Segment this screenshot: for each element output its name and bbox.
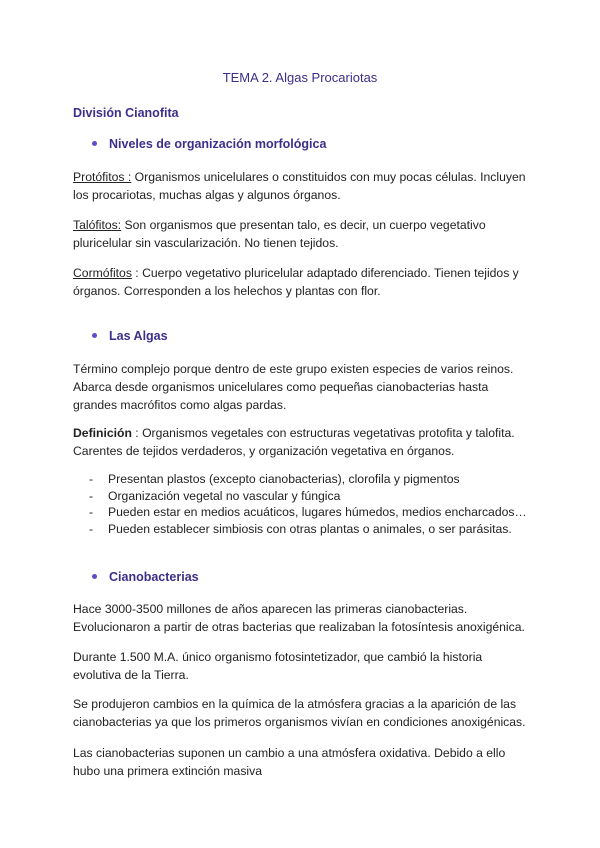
text-line: los procariotas, muchas algas y algunos órganos. [73,188,341,202]
list-item-text: Presentan plastos (excepto cianobacterias), clorofila y pigmentos [108,472,460,486]
features-list [89,471,549,537]
text-line: cianobacterias ya que los primeros organismos vivían en condiciones anoxigénicas. [73,715,526,729]
text-line: : Organismos vegetales con estructuras vegetativas protofita y talofita. [131,426,515,440]
section-heading-cianobacterias [92,570,199,584]
text-line: Evolucionaron a partir de otras bacterias que realizaban la fotosíntesis anoxigénica. [73,620,525,634]
dash-marker: - [89,472,94,486]
text-line: Término complejo porque dentro de este grupo existen especies de varios reinos. [73,362,514,376]
section-heading-label: Las Algas [109,329,168,343]
text-line: órganos. Corresponden a los helechos y plantas con flor. [73,284,381,298]
section-heading-niveles [92,137,326,151]
section-heading-label: Niveles de organización morfológica [109,137,327,151]
division-heading: División Cianofita [73,106,179,120]
paragraph-protofitos [73,168,533,204]
paragraph-cormofitos [73,264,533,300]
list-item [89,471,549,488]
text-line: evolutiva de la Tierra. [73,668,189,682]
paragraph-ciano-1 [73,600,533,636]
paragraph-ciano-3 [73,695,533,731]
text-line: Organismos unicelulares o constituidos con muy pocas células. Incluyen [131,170,526,184]
text-line: : Cuerpo vegetativo pluricelular adaptado diferenciado. Tienen tejidos y [131,266,519,280]
list-item-text: Pueden estar en medios acuáticos, lugares húmedos, medios encharcados… [108,505,527,519]
dash-marker: - [89,521,94,536]
text-line: Se produjeron cambios en la química de la atmósfera gracias a la aparición de las [73,697,517,711]
bullet-icon [92,574,97,579]
page-title: TEMA 2. Algas Procariotas [222,70,378,85]
text-line: Hace 3000-3500 millones de años aparecen las primeras cianobacterias. [73,602,468,616]
text-line: Abarca desde organismos unicelulares como pequeñas cianobacterias hasta [73,380,489,394]
text-line: Las cianobacterias suponen un cambio a una atmósfera oxidativa. Debido a ello [73,746,506,760]
text-line: Durante 1.500 M.A. único organismo fotosintetizador, que cambió la historia [73,650,483,664]
list-item-text: Pueden establecer simbiosis con otras plantas o animales, o ser parásitas. [108,521,512,536]
list-item [89,488,549,505]
text-line: grandes macrófitos como algas pardas. [73,398,287,412]
text-line: Son organismos que presentan talo, es decir, un cuerpo vegetativo [121,218,486,232]
dash-marker: - [89,488,94,503]
dash-marker: - [89,505,94,519]
term-protofitos: Protófitos : [73,170,132,184]
section-heading-algas [92,329,168,343]
paragraph-algas-intro [73,360,533,414]
text-line: pluricelular sin vascularización. No tienen tejidos. [73,236,339,250]
paragraph-talofitos [73,216,533,252]
term-talofitos: Talófitos: [73,218,122,232]
paragraph-ciano-2 [73,648,533,684]
list-item-text: Organización vegetal no vascular y fúngica [108,488,341,503]
term-definicion: Definición [73,426,132,440]
list-item [89,504,549,521]
text-line: Carentes de tejidos verdaderos, y organización vegetativa en órganos. [73,444,455,458]
bullet-icon [92,141,97,146]
section-heading-label: Cianobacterias [109,570,199,584]
bullet-icon [92,333,97,338]
paragraph-definicion [73,424,533,460]
paragraph-ciano-4 [73,744,533,780]
term-cormofitos: Cormófitos [73,266,132,280]
list-item [89,521,549,538]
text-line: hubo una primera extinción masiva [73,764,263,778]
